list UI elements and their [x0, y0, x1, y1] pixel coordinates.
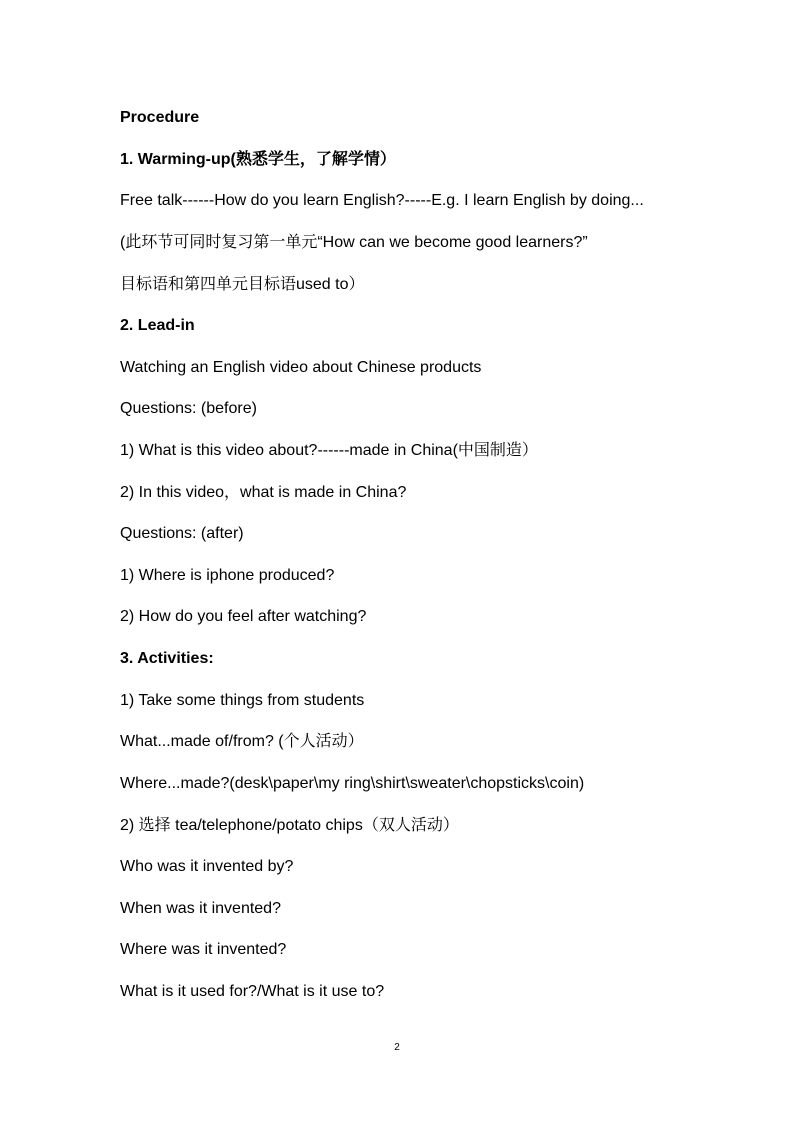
text-line: What...made of/from? (个人活动）	[120, 733, 364, 750]
text-line: Free talk------How do you learn English?-----E.g. I learn English by doing...	[120, 192, 644, 209]
text-line: Who was it invented by?	[120, 858, 294, 875]
text-line: 2) In this video，what is made in China?	[120, 484, 407, 501]
page-number: 2	[394, 1042, 400, 1053]
text-line: 1) Take some things from students	[120, 692, 365, 709]
text-line: 1) Where is iphone produced?	[120, 567, 335, 584]
text-line: What is it used for?/What is it use to?	[120, 983, 385, 1000]
text-line: Questions: (before)	[120, 400, 257, 417]
text-line: 目标语和第四单元目标语used to）	[120, 276, 365, 293]
text-line: Where was it invented?	[120, 941, 287, 958]
text-line: Where...made?(desk\paper\my ring\shirt\sweater\chopsticks\coin)	[120, 775, 585, 792]
section-heading-lead-in: 2. Lead-in	[120, 317, 195, 334]
text-line: When was it invented?	[120, 900, 281, 917]
text-line: 1) What is this video about?------made in China(中国制造）	[120, 442, 538, 459]
document-heading: Procedure	[120, 109, 200, 126]
section-heading-warming-up: 1. Warming-up(熟悉学生，了解学情）	[120, 151, 396, 168]
text-line: 2) How do you feel after watching?	[120, 608, 367, 625]
text-line: 2) 选择 tea/telephone/potato chips（双人活动）	[120, 817, 459, 834]
text-line: (此环节可同时复习第一单元“How can we become good learners?”	[120, 234, 588, 251]
text-line: Questions: (after)	[120, 525, 244, 542]
section-heading-activities: 3. Activities:	[120, 650, 214, 667]
text-line: Watching an English video about Chinese products	[120, 359, 482, 376]
